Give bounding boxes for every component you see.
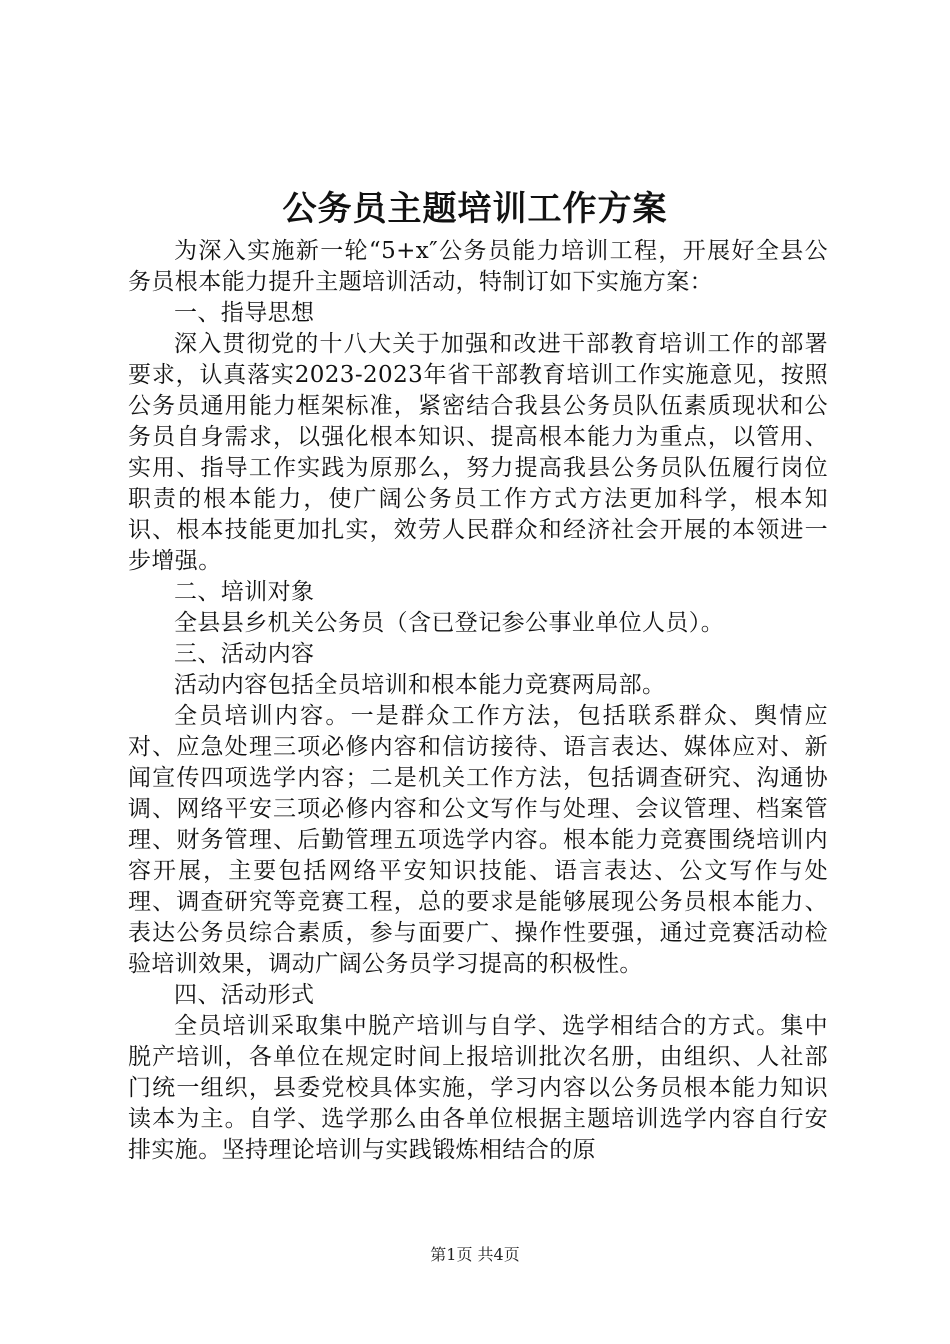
section-heading-activity-form: 四、活动形式: [174, 982, 315, 1008]
guiding-thought-paragraph: 深入贯彻党的十八大关于加强和改进干部教育培训工作的部署要求，认真落实2023-2023年省干部教育培训工作实施意见，按照公务员通用能力框架标准，紧密结合我县公务员队伍素质现状和公务员自身需求，以强化根本知识、提高根本能力为重点，以管用、实用、指导工作实践为原那么，努力提高我县公务员队伍履行岗位职责的根本能力，使广阔公务员工作方式方法更加科学，根本知识、根本技能更加扎实，效劳人民群众和经济社会开展的本领进一步增强。: [128, 331, 828, 574]
activity-form-paragraph: 全员培训采取集中脱产培训与自学、选学相结合的方式。集中脱产培训，各单位在规定时间上报培训批次名册，由组织、人社部门统一组织，县委党校具体实施，学习内容以公务员根本能力知识读本为主。自学、选学那么由各单位根据主题培训选学内容自行安排实施。坚持理论培训与实践锻炼相结合的原: [128, 1013, 828, 1163]
section-heading-training-target: 二、培训对象: [174, 579, 315, 605]
document-body: [128, 236, 828, 1166]
training-target-paragraph: 全县县乡机关公务员（含已登记参公事业单位人员）。: [174, 610, 725, 636]
page-footer: 第1页 共4页: [430, 1245, 520, 1264]
activity-content-paragraph: 活动内容包括全员培训和根本能力竞赛两局部。: [174, 672, 666, 698]
section-heading-guiding-thought: 一、指导思想: [174, 300, 315, 326]
section-heading-activity-content: 三、活动内容: [174, 641, 315, 667]
intro-paragraph: 为深入实施新一轮“5+x″公务员能力培训工程，开展好全县公务员根本能力提升主题培训活动，特制订如下实施方案：: [128, 238, 828, 295]
document-title: 公务员主题培训工作方案: [282, 189, 668, 229]
full-training-paragraph: 全员培训内容。一是群众工作方法，包括联系群众、舆情应对、应急处理三项必修内容和信访接待、语言表达、媒体应对、新闻宣传四项选学内容；二是机关工作方法，包括调查研究、沟通协调、网络平安三项必修内容和公文写作与处理、会议管理、档案管理、财务管理、后勤管理五项选学内容。根本能力竞赛围绕培训内容开展，主要包括网络平安知识技能、语言表达、公文写作与处理、调查研究等竞赛工程，总的要求是能够展现公务员根本能力、表达公务员综合素质，参与面要广、操作性要强，通过竞赛活动检验培训效果，调动广阔公务员学习提高的积极性。: [128, 703, 828, 977]
